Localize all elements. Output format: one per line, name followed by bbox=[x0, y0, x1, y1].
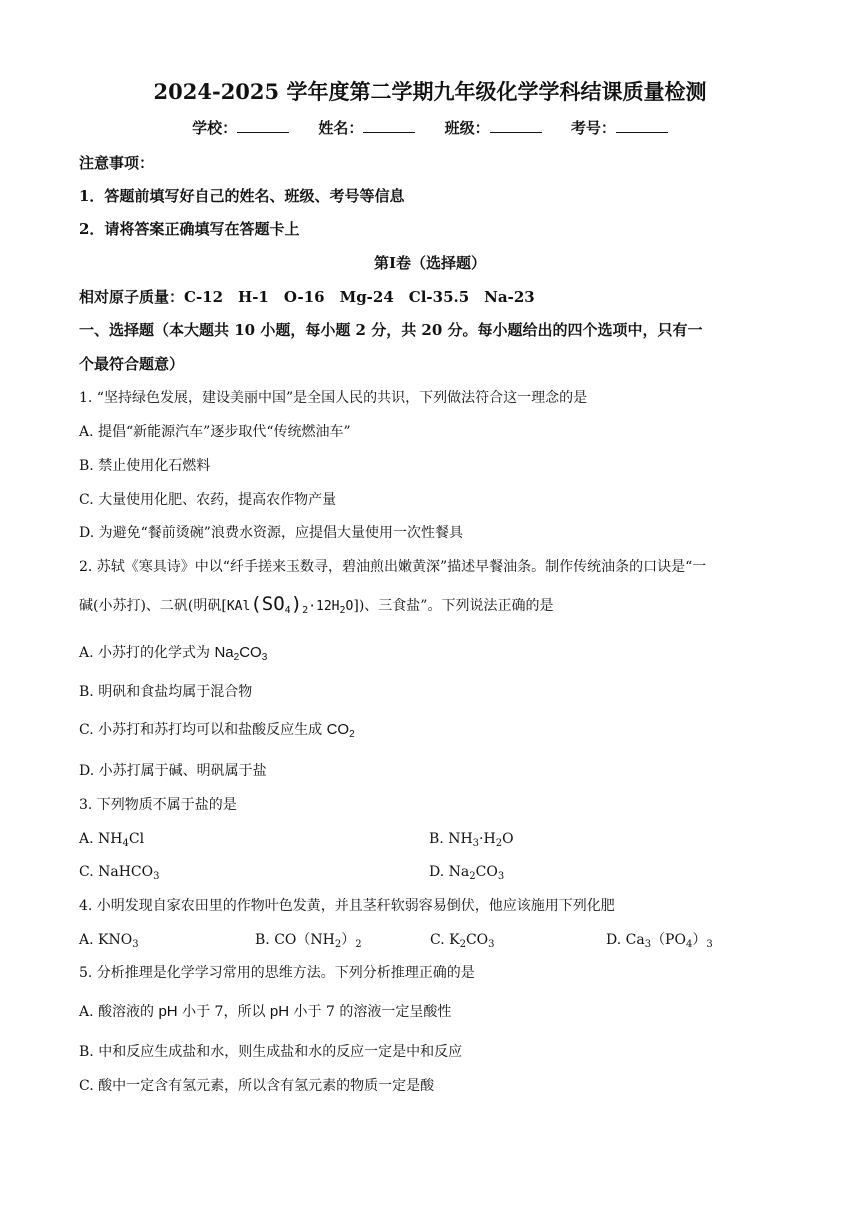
formula-part: CO bbox=[465, 932, 489, 948]
formula-subscript: 3 bbox=[261, 652, 268, 663]
q4-option-d bbox=[606, 930, 713, 950]
q5-option-c: C. 酸中一定含有氢元素，所以含有氢元素的物质一定是酸 bbox=[79, 1078, 435, 1094]
formula-subscript: 3 bbox=[153, 871, 160, 882]
formula-subscript: 2 bbox=[339, 605, 346, 616]
formula-subscript: 2 bbox=[302, 605, 309, 616]
formula-part: CO bbox=[239, 644, 262, 661]
formula-part: CO bbox=[475, 864, 498, 880]
formula-part: D. Ca bbox=[606, 932, 645, 948]
formula-part: A. KNO bbox=[79, 932, 133, 948]
formula-part: ·12H bbox=[308, 599, 340, 614]
exam-number-label: 考号： bbox=[570, 119, 616, 137]
formula-part: Na bbox=[214, 644, 234, 661]
school-blank[interactable] bbox=[237, 118, 289, 133]
ph-symbol: pH bbox=[158, 1003, 178, 1020]
option-text: 小于 7，所以 bbox=[177, 1004, 270, 1020]
q5-option-a bbox=[79, 1002, 451, 1022]
q3-option-c bbox=[79, 862, 159, 882]
student-info-row bbox=[0, 118, 860, 138]
notice-item-2: 2．请将答案正确填写在答题卡上 bbox=[79, 220, 300, 238]
q1-option-b: B. 禁止使用化石燃料 bbox=[79, 458, 211, 474]
q2-stem-line-1: 2. 苏轼《寒具诗》中以“纤手搓来玉数寻，碧油煎出嫩黄深”描述早餐油条。制作传统油条的口诀是“一 bbox=[79, 559, 707, 575]
formula-subscript: 2 bbox=[233, 652, 240, 663]
formula-part: C. NaHCO bbox=[79, 864, 154, 880]
q2-stem-part-b: ])、三食盐”。下列说法正确的是 bbox=[353, 598, 554, 614]
class-label: 班级： bbox=[444, 119, 490, 137]
formula-subscript: 3 bbox=[132, 939, 139, 950]
formula-part: CO bbox=[326, 721, 350, 738]
notice-item-1: 1．答题前填写好自己的姓名、班级、考号等信息 bbox=[79, 187, 405, 205]
q3-option-a bbox=[79, 829, 144, 849]
formula-subscript: 2 bbox=[355, 939, 362, 950]
formula-part: B. CO（NH bbox=[255, 932, 335, 948]
formula-subscript: 2 bbox=[459, 939, 466, 950]
class-blank[interactable] bbox=[490, 118, 542, 133]
formula-part: B. NH bbox=[429, 831, 473, 847]
volume-title: 第Ⅰ卷（选择题） bbox=[373, 254, 487, 272]
formula-subscript: 3 bbox=[472, 838, 480, 849]
option-text: C. 小苏打和苏打均可以和盐酸反应生成 bbox=[79, 722, 327, 738]
formula-part: ） bbox=[341, 932, 356, 948]
q1-option-a: A. 提倡“新能源汽车”逐步取代“传统燃油车” bbox=[79, 424, 351, 440]
co2-formula bbox=[327, 721, 355, 738]
formula-part: D. Na bbox=[429, 864, 470, 880]
atomic-mass-line: 相对原子质量：C-12 H-1 O-16 Mg-24 Cl-35.5 Na-23 bbox=[79, 288, 535, 306]
formula-part: Cl bbox=[128, 831, 145, 847]
formula-subscript: 3 bbox=[497, 871, 505, 882]
q4-option-c bbox=[430, 930, 495, 950]
formula-part: O bbox=[345, 599, 354, 614]
alum-formula bbox=[226, 593, 354, 616]
formula-subscript: 3 bbox=[644, 939, 652, 950]
formula-part: ·H bbox=[479, 831, 496, 847]
formula-part: KAl bbox=[226, 599, 251, 614]
formula-subscript: 4 bbox=[122, 838, 129, 849]
q3-option-b bbox=[429, 829, 514, 849]
formula-subscript: 4 bbox=[685, 939, 693, 950]
q4-option-b bbox=[255, 930, 362, 950]
option-text: A. 小苏打的化学式为 bbox=[79, 645, 215, 661]
q2-stem-line-2 bbox=[79, 594, 553, 617]
q5-stem: 5. 分析推理是化学学习常用的思维方法。下列分析推理正确的是 bbox=[79, 965, 475, 981]
q2-option-d: D. 小苏打属于碱、明矾属于盐 bbox=[79, 763, 267, 779]
formula-subscript: 4 bbox=[284, 605, 291, 616]
formula-subscript: 3 bbox=[706, 939, 713, 950]
formula-subscript: 3 bbox=[488, 939, 495, 950]
na2co3-formula bbox=[214, 644, 267, 661]
q5-option-b: B. 中和反应生成盐和水，则生成盐和水的反应一定是中和反应 bbox=[79, 1044, 463, 1060]
formula-subscript: 2 bbox=[469, 871, 476, 882]
formula-part: （PO bbox=[651, 932, 686, 948]
exam-title: 2024-2025 学年度第二学期九年级化学学科结课质量检测 bbox=[153, 79, 707, 104]
formula-part: (SO bbox=[250, 593, 285, 615]
q2-option-c bbox=[79, 720, 355, 740]
option-text: 小于 7 的溶液一定呈酸性 bbox=[289, 1004, 452, 1020]
q1-stem: 1. “坚持绿色发展，建设美丽中国”是全国人民的共识，下列做法符合这一理念的是 bbox=[79, 390, 588, 406]
formula-subscript: 2 bbox=[495, 838, 503, 849]
name-label: 姓名： bbox=[318, 119, 364, 137]
notice-heading: 注意事项： bbox=[79, 154, 155, 172]
formula-part: C. K bbox=[430, 932, 460, 948]
option-text: A. 酸溶液的 bbox=[79, 1004, 159, 1020]
formula-subscript: 2 bbox=[334, 939, 342, 950]
q3-stem: 3. 下列物质不属于盐的是 bbox=[79, 797, 237, 813]
name-blank[interactable] bbox=[363, 118, 415, 133]
formula-subscript: 2 bbox=[349, 729, 355, 740]
formula-part: A. NH bbox=[79, 831, 123, 847]
formula-part: ） bbox=[692, 932, 707, 948]
formula-part: O bbox=[502, 831, 514, 847]
section-heading-line-1: 一、选择题（本大题共 10 小题，每小题 2 分，共 20 分。每小题给出的四个选项中，只有一 bbox=[79, 321, 703, 339]
q2-option-a bbox=[79, 643, 267, 663]
q4-stem: 4. 小明发现自家农田里的作物叶色发黄，并且茎秆软弱容易倒伏，他应该施用下列化肥 bbox=[79, 898, 615, 914]
school-label: 学校： bbox=[192, 119, 238, 137]
formula-part: ) bbox=[290, 593, 303, 615]
ph-symbol: pH bbox=[269, 1003, 290, 1020]
q1-option-c: C. 大量使用化肥、农药，提高农作物产量 bbox=[79, 492, 337, 508]
q2-stem-part-a: 碱(小苏打)、二矾(明矾[ bbox=[79, 598, 227, 614]
q3-option-d bbox=[429, 862, 504, 882]
q2-option-b: B. 明矾和食盐均属于混合物 bbox=[79, 684, 253, 700]
exam-number-blank[interactable] bbox=[616, 118, 668, 133]
q1-option-d: D. 为避免“餐前烫碗”浪费水资源，应提倡大量使用一次性餐具 bbox=[79, 525, 463, 541]
section-heading-line-2: 个最符合题意） bbox=[79, 355, 185, 373]
q4-option-a bbox=[79, 930, 139, 950]
